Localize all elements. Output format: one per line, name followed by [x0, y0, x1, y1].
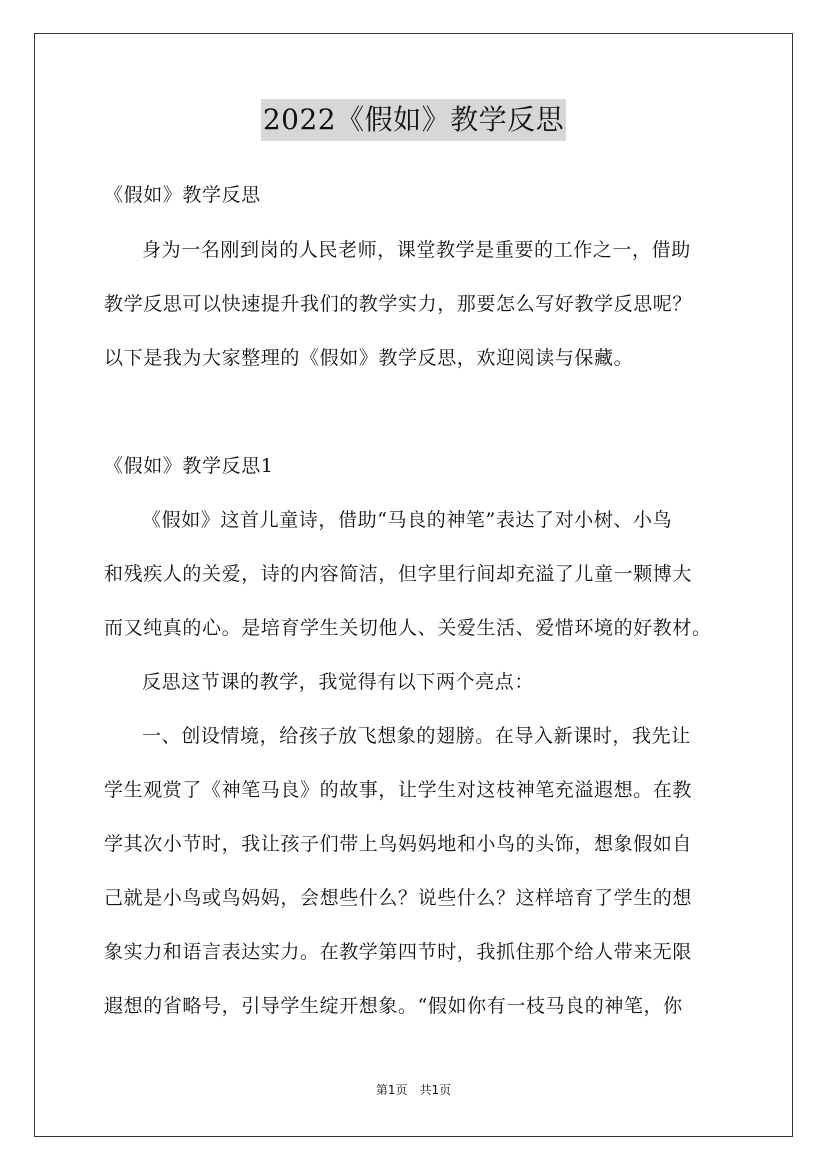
document-subtitle: 《假如》教学反思 [104, 184, 261, 206]
body-line-4: 反思这节课的教学，我觉得有以下两个亮点： [142, 671, 535, 693]
intro-line-3: 以下是我为大家整理的《假如》教学反思，欢迎阅读与保藏。 [104, 347, 634, 369]
body-line-9: 象实力和语言表达实力。在教学第四节时，我抓住那个给人带来无限 [104, 941, 693, 963]
page-footer: 第1页 共1页 [375, 1083, 452, 1097]
document-title: 2022《假如》教学反思 [261, 99, 566, 141]
body-line-8: 己就是小鸟或鸟妈妈，会想些什么？说些什么？这样培育了学生的想 [104, 887, 693, 909]
title-container [0, 99, 827, 141]
intro-line-1: 身为一名刚到岗的人民老师，课堂教学是重要的工作之一，借助 [142, 239, 691, 261]
intro-line-2: 教学反思可以快速提升我们的教学实力，那要怎么写好教学反思呢？ [104, 293, 693, 315]
section-heading: 《假如》教学反思1 [104, 455, 274, 477]
body-line-6: 学生观赏了《神笔马良》的故事，让学生对这枝神笔充溢遐想。在教 [104, 779, 693, 801]
body-line-1: 《假如》这首儿童诗，借助“马良的神笔”表达了对小树、小鸟 [142, 509, 673, 531]
body-line-10: 遐想的省略号，引导学生绽开想象。“假如你有一枝马良的神笔，你 [104, 995, 683, 1017]
body-line-3: 而又纯真的心。是培育学生关切他人、关爱生活、爱惜环境的好教材。 [104, 617, 712, 639]
body-line-2: 和残疾人的关爱，诗的内容简洁，但字里行间却充溢了儿童一颗博大 [104, 563, 693, 585]
body-line-5: 一、创设情境，给孩子放飞想象的翅膀。在导入新课时，我先让 [142, 725, 691, 747]
body-line-7: 学其次小节时，我让孩子们带上鸟妈妈地和小鸟的头饰，想象假如自 [104, 833, 693, 855]
